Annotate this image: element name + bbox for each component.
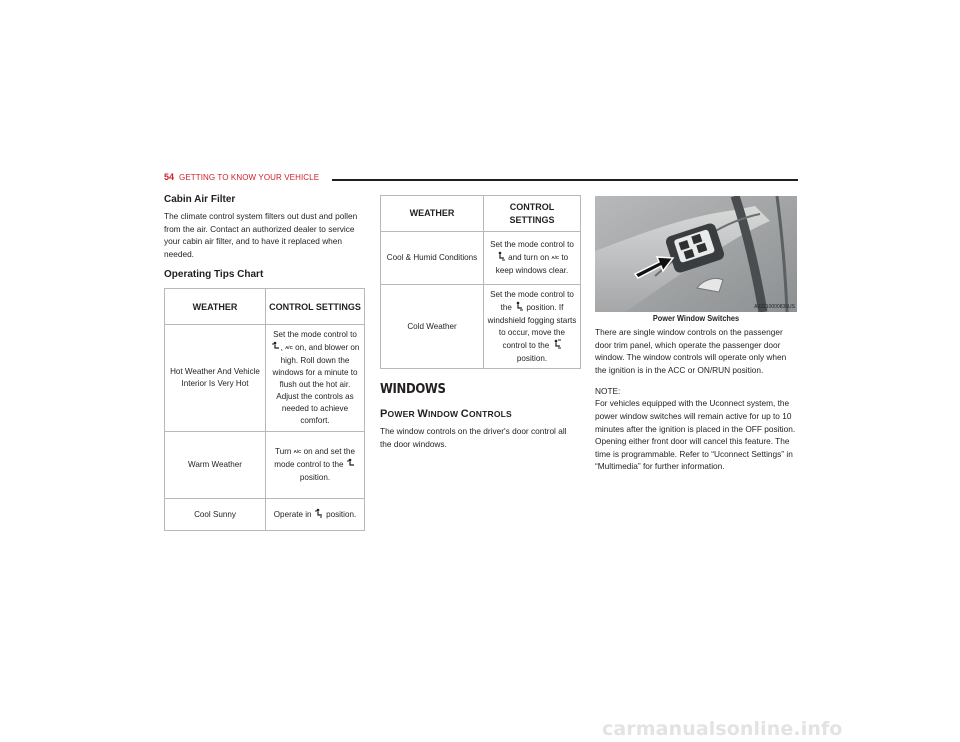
passenger-controls-body: There are single window controls on the passenger door trim panel, which operate the passenger door window. The window controls will operate only when the ignition is in the ACC or ON/RUN position. xyxy=(595,327,787,375)
panel-mode-icon xyxy=(271,341,281,355)
control-sep: , xyxy=(280,343,283,353)
heading-part: P xyxy=(380,408,388,420)
control-text: and turn on xyxy=(508,253,550,263)
ac-icon: A/C xyxy=(551,255,560,260)
power-window-controls-heading xyxy=(380,408,580,420)
heading-part: C xyxy=(460,408,469,420)
control-text: on, and blower on high. Roll down the windows for a minute to flush out the hot air. Adjust the controls as needed to achieve comfort. xyxy=(272,343,360,426)
header-weather: WEATHER xyxy=(381,196,484,232)
control-text: position. xyxy=(516,353,548,363)
tips-chart-heading: Operating Tips Chart xyxy=(164,269,264,281)
cabin-filter-body: The climate control system filters out dust and pollen from the air. Contact an authorized dealer to service your cabin air filter, and to have it replaced when needed. xyxy=(164,211,358,259)
header-control: CONTROL SETTINGS xyxy=(484,196,581,232)
control-cell xyxy=(266,325,365,432)
table-row xyxy=(381,285,581,369)
operating-tips-table xyxy=(164,288,365,531)
weather-cell: Cold Weather xyxy=(381,285,484,369)
table-row xyxy=(165,499,365,531)
table-header-row xyxy=(381,196,581,232)
control-cell xyxy=(484,285,581,369)
floor-mode-icon xyxy=(514,301,524,315)
heading-part: OWER xyxy=(387,409,418,419)
table-row xyxy=(165,325,365,432)
control-text: Set the mode control to xyxy=(273,330,357,340)
section-title: GETTING TO KNOW YOUR VEHICLE xyxy=(179,172,320,182)
cabin-filter-heading: Cabin Air Filter xyxy=(164,194,236,205)
heading-part: ONTROLS xyxy=(468,409,512,419)
heading-part: W xyxy=(417,408,428,420)
column-right xyxy=(595,196,797,473)
note-label: NOTE: xyxy=(595,386,621,397)
table-row xyxy=(381,232,581,285)
weather-cell: Cool Sunny xyxy=(165,499,266,531)
control-text: to keep windows clear. xyxy=(495,253,569,275)
control-text: Set the mode control to the xyxy=(490,289,574,312)
control-text: Operate in xyxy=(273,510,312,520)
column-middle xyxy=(380,195,580,450)
door-panel-illustration xyxy=(595,196,797,312)
control-text: Turn xyxy=(275,447,292,457)
bilevel-mode-icon xyxy=(314,508,324,522)
control-cell xyxy=(266,499,365,531)
header-weather: WEATHER xyxy=(165,289,266,325)
control-text: position. If windshield fogging starts to occur, move the control to the xyxy=(487,302,577,350)
power-window-switches-photo xyxy=(595,196,797,312)
weather-cell: Warm Weather xyxy=(165,432,266,499)
mix-mode-icon xyxy=(552,339,562,353)
column-left xyxy=(164,194,364,531)
floor-mode-icon xyxy=(496,251,506,265)
windows-heading: WINDOWS xyxy=(380,382,446,397)
heading-part: INDOW xyxy=(427,409,461,419)
window-controls-body: The window controls on the driver's door control all the door windows. xyxy=(380,426,567,449)
ac-icon: A/C xyxy=(293,449,302,455)
image-code: A02210000836US xyxy=(754,304,795,310)
weather-cell: Hot Weather And Vehicle Interior Is Very Hot xyxy=(165,325,266,432)
ac-icon: A/C xyxy=(285,345,293,351)
operating-tips-table-continued xyxy=(380,195,581,369)
control-cell xyxy=(484,232,581,285)
control-text: position. xyxy=(299,473,331,483)
figure-caption: Power Window Switches xyxy=(652,314,740,323)
page-number: 54 xyxy=(164,172,175,182)
table-row xyxy=(165,432,365,499)
note-body: For vehicles equipped with the Uconnect system, the power window switches will remain active for up to 10 minutes after the ignition is placed in the OFF position. Opening either front door will cancel this feature. The time is programmable. Refer to “Uconnect Settings” in “Multimedia” for further information. xyxy=(595,398,796,472)
header-control: CONTROL SETTINGS xyxy=(266,289,365,325)
table-header-row xyxy=(165,289,365,325)
watermark-text: carmanualsonline.info xyxy=(602,718,843,740)
panel-mode-icon xyxy=(346,458,356,472)
weather-cell: Cool & Humid Conditions xyxy=(381,232,484,285)
control-text: on and set the mode control to the xyxy=(274,447,355,470)
page-header xyxy=(164,172,798,186)
header-rule xyxy=(332,179,798,181)
control-text: position. xyxy=(326,510,357,520)
control-text: Set the mode control to xyxy=(490,240,574,249)
control-cell xyxy=(266,432,365,499)
